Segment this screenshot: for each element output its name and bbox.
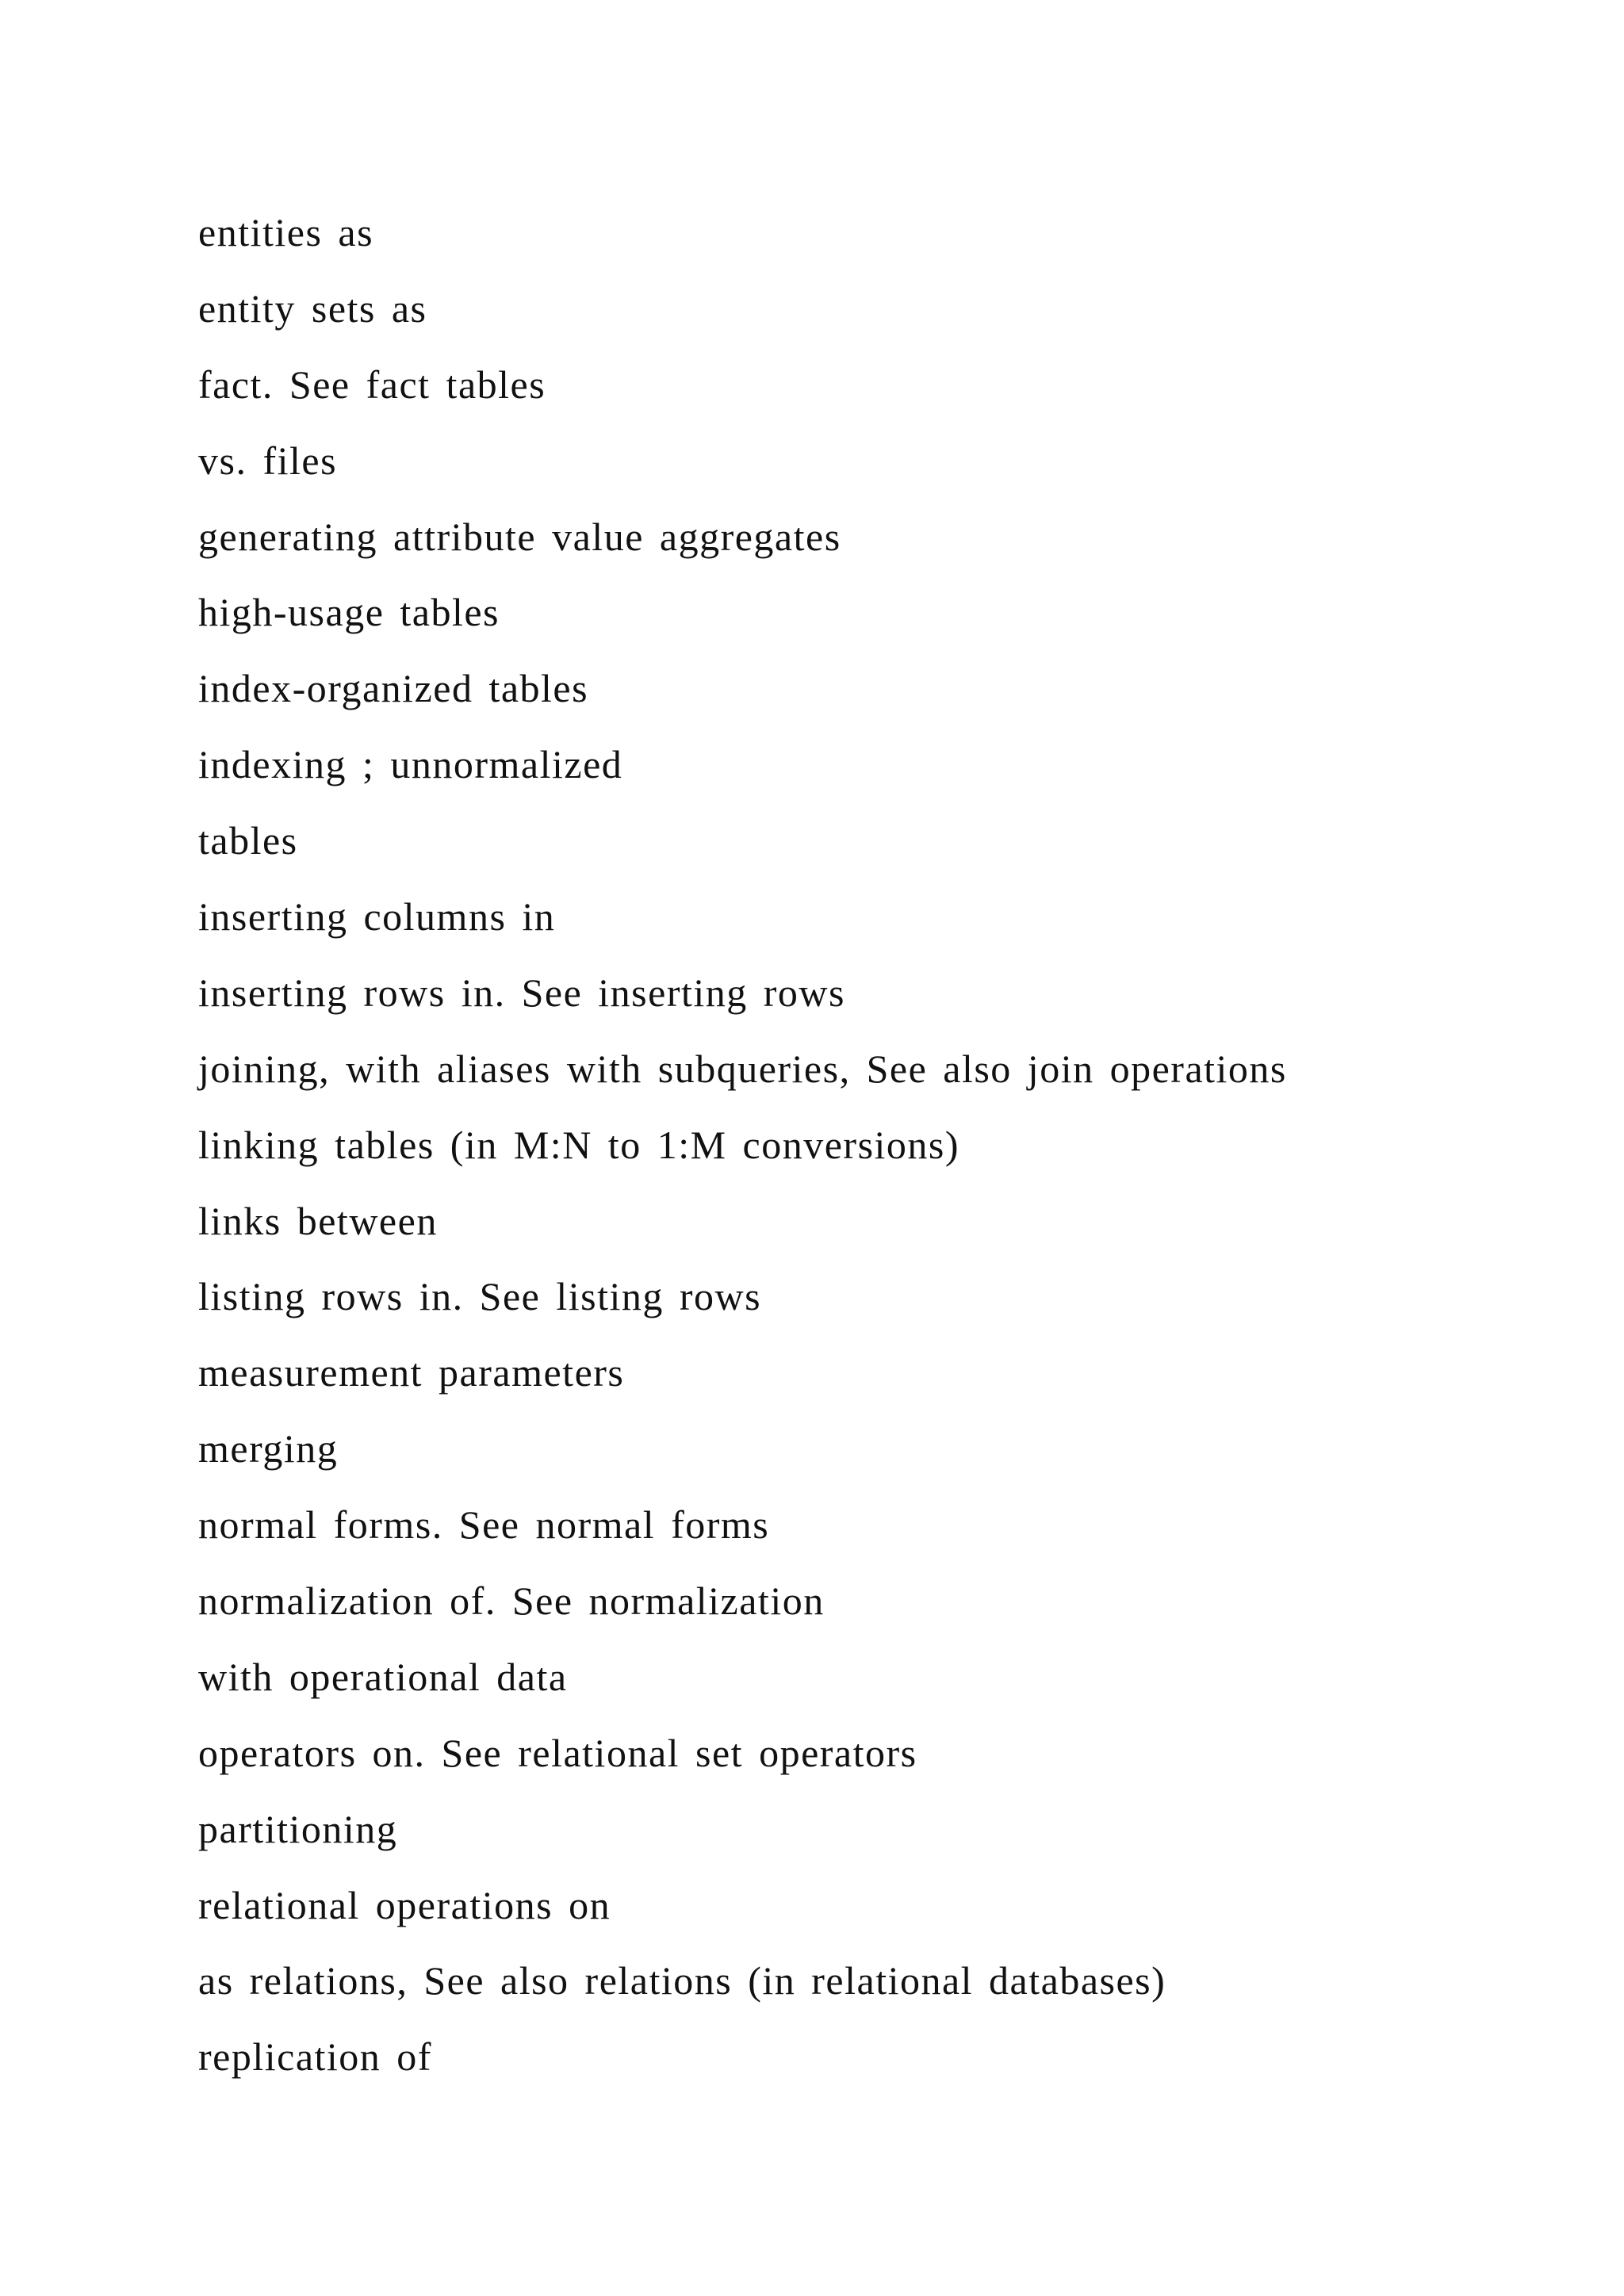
index-entry: index-organized tables (198, 666, 589, 711)
index-entry: measurement parameters (198, 1350, 625, 1395)
index-entry: relational operations on (198, 1882, 611, 1927)
index-entry: indexing ; unnormalized (198, 742, 623, 787)
index-entry: tables (198, 818, 298, 863)
index-entry: replication of (198, 2034, 432, 2080)
index-entry: vs. files (198, 438, 338, 483)
index-entry: as relations, See also relations (in relational databases) (198, 1958, 1166, 2003)
index-entry: entity sets as (198, 285, 427, 331)
index-entry: joining, with aliases with subqueries, See also join operations (198, 1046, 1287, 1091)
index-entry: generating attribute value aggregates (198, 514, 841, 559)
index-entry: partitioning (198, 1806, 398, 1851)
index-entry: inserting columns in (198, 894, 556, 939)
index-entry: normalization of. See normalization (198, 1578, 825, 1624)
index-entry: high-usage tables (198, 590, 500, 635)
index-entry: linking tables (in M:N to 1:M conversions) (198, 1122, 960, 1167)
index-entry-list (198, 195, 1586, 2095)
index-entry: listing rows in. See listing rows (198, 1274, 762, 1319)
index-entry: operators on. See relational set operators (198, 1730, 917, 1775)
index-entry: links between (198, 1198, 438, 1243)
index-entry: fact. See fact tables (198, 362, 546, 407)
index-entry: normal forms. See normal forms (198, 1502, 770, 1548)
index-entry: inserting rows in. See inserting rows (198, 970, 845, 1015)
index-entry: with operational data (198, 1654, 568, 1699)
index-entry: entities as (198, 210, 374, 254)
index-entry: merging (198, 1426, 339, 1471)
